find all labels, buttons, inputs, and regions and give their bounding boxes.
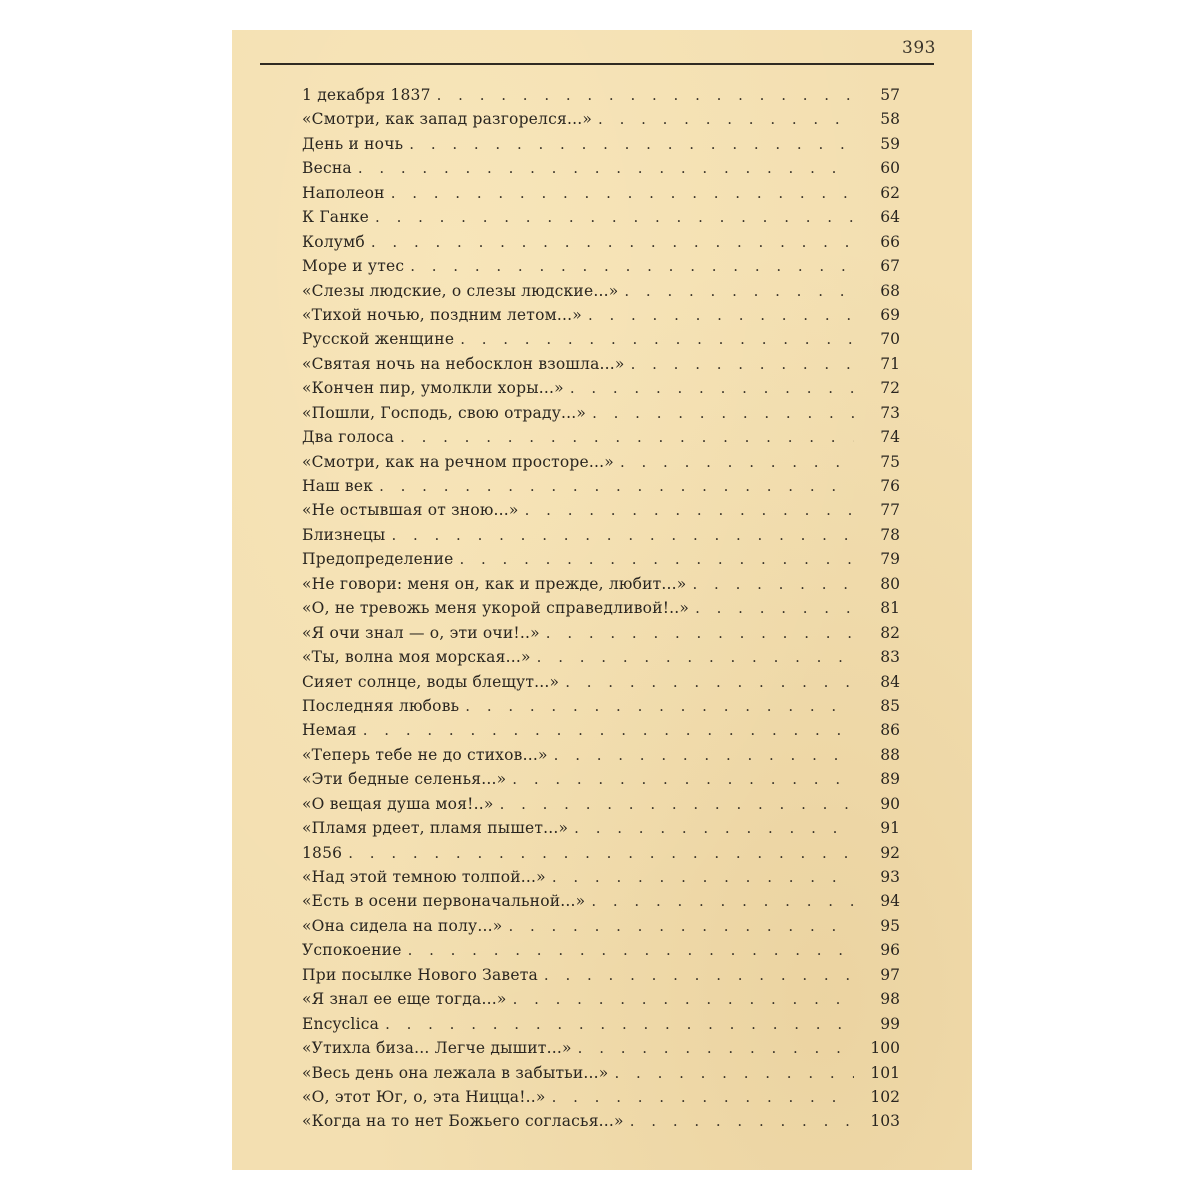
toc-entry [302, 233, 900, 257]
toc-entry [302, 917, 900, 941]
dot-leader [508, 917, 854, 935]
toc-entry-title: Сияет солнце, воды блещут...» [302, 672, 560, 691]
toc-entry-title: «Смотри, как запад разгорелся...» [302, 110, 593, 129]
toc-entry-title: При посылке Нового Завета [302, 965, 538, 984]
dot-leader [409, 135, 854, 153]
dot-leader [358, 159, 854, 177]
header-rule [260, 63, 934, 65]
dot-leader [630, 1112, 854, 1130]
toc-entry-page: 98 [880, 990, 900, 1009]
dot-leader [570, 379, 854, 397]
toc-entry-page: 68 [880, 281, 900, 300]
dot-leader [552, 1088, 854, 1106]
dot-leader [465, 697, 854, 715]
toc-entry [302, 990, 900, 1014]
toc-entry-title: «Не остывшая от зною...» [302, 501, 519, 520]
toc-entry-page: 86 [880, 721, 900, 740]
dot-leader [363, 721, 854, 739]
toc-entry-page: 84 [880, 672, 900, 691]
toc-entry [302, 453, 900, 477]
toc-entry-page: 91 [880, 819, 900, 838]
toc-entry-title: «Над этой темною толпой...» [302, 868, 546, 886]
toc-entry [302, 257, 900, 281]
toc-entry-title: «Утихла биза... Легче дышит...» [302, 1039, 572, 1058]
toc-entry [302, 1039, 900, 1063]
toc-entry-title: Успокоение [302, 941, 402, 960]
toc-entry [302, 624, 900, 648]
toc-entry-page: 103 [870, 1112, 900, 1131]
dot-leader [459, 550, 854, 568]
dot-leader [391, 184, 854, 202]
book-page [232, 30, 972, 1170]
dot-leader [615, 1064, 855, 1082]
toc-entry-page: 82 [880, 623, 900, 642]
toc-entry [302, 526, 900, 550]
dot-leader [591, 892, 854, 910]
table-of-contents [302, 86, 900, 1137]
toc-entry [302, 575, 900, 599]
toc-entry-title: Encyclica [302, 1014, 380, 1033]
toc-entry [302, 159, 900, 183]
toc-entry-title: Немая [302, 721, 357, 740]
toc-entry [302, 648, 900, 672]
toc-entry [302, 428, 900, 452]
toc-entry-page: 99 [880, 1014, 900, 1033]
toc-entry [302, 941, 900, 965]
toc-entry-title: «Кончен пир, умолкли хоры...» [302, 379, 564, 398]
toc-entry-title: «О, не тревожь меня укорой справедливой!..» [302, 599, 690, 618]
toc-entry [302, 746, 900, 770]
toc-entry-page: 102 [870, 1087, 900, 1106]
toc-entry-page: 58 [880, 110, 900, 129]
toc-entry-title: Русской женщине [302, 330, 455, 349]
toc-entry [302, 86, 900, 110]
toc-entry-page: 64 [880, 208, 900, 227]
toc-entry-title: «Пошли, Господь, свою отраду...» [302, 403, 587, 422]
toc-entry [302, 1088, 900, 1112]
toc-entry [302, 282, 900, 306]
toc-entry [302, 110, 900, 134]
toc-entry [302, 501, 900, 525]
toc-entry-title: 1856 [302, 843, 343, 862]
dot-leader [460, 330, 854, 348]
toc-entry-title: «Слезы людские, о слезы людские...» [302, 281, 619, 300]
dot-leader [578, 1039, 854, 1057]
toc-entry-title: Последняя любовь [302, 696, 460, 715]
toc-entry-title: «Я знал ее еще тогда...» [302, 990, 507, 1009]
toc-entry [302, 1064, 900, 1088]
toc-entry-page: 90 [880, 794, 900, 813]
toc-entry-title: Наш век [302, 477, 374, 495]
dot-leader [695, 599, 854, 617]
toc-entry-page: 70 [880, 330, 900, 349]
toc-entry [302, 330, 900, 354]
toc-entry-title: «Святая ночь на небосклон взошла...» [302, 354, 625, 373]
toc-entry-page: 67 [880, 257, 900, 276]
toc-entry-title: «Я очи знал — о, эти очи!..» [302, 623, 540, 642]
toc-entry-title: К Ганке [302, 208, 370, 227]
dot-leader [546, 624, 854, 642]
toc-entry-title: День и ночь [302, 134, 404, 153]
toc-entry-title: Близнецы [302, 525, 386, 544]
toc-entry [302, 819, 900, 843]
toc-entry-title: «О, этот Юг, о, эта Ницца!..» [302, 1087, 546, 1106]
dot-leader [574, 819, 854, 837]
toc-entry-title: «Теперь тебе не до стихов...» [302, 745, 548, 764]
page-number: 393 [902, 38, 936, 58]
toc-entry-page: 73 [880, 403, 900, 422]
toc-entry-title: «Смотри, как на речном просторе...» [302, 452, 614, 471]
toc-entry-title: «Когда на то нет Божьего согласья...» [302, 1112, 624, 1131]
dot-leader [624, 282, 854, 300]
toc-entry-title: Весна [302, 159, 352, 178]
toc-entry [302, 966, 900, 990]
dot-leader [598, 110, 854, 128]
toc-entry-title: Предопределение [302, 550, 454, 569]
dot-leader [400, 428, 854, 446]
toc-entry-title: Море и утес [302, 257, 405, 276]
dot-leader [512, 770, 854, 788]
toc-entry [302, 599, 900, 623]
toc-entry-title: Колумб [302, 232, 365, 251]
toc-entry-page: 94 [880, 892, 900, 911]
dot-leader [552, 868, 854, 886]
toc-entry-page: 62 [880, 183, 900, 202]
dot-leader [693, 575, 855, 593]
toc-entry [302, 1112, 900, 1136]
toc-entry-page: 100 [870, 1039, 900, 1058]
toc-entry-page: 88 [880, 745, 900, 764]
toc-entry [302, 208, 900, 232]
toc-entry-title: «Ты, волна моя морская...» [302, 648, 531, 667]
dot-leader [592, 404, 854, 422]
toc-entry-page: 80 [880, 574, 900, 593]
toc-entry-page: 101 [870, 1063, 900, 1082]
toc-entry-title: «Тихой ночью, поздним летом...» [302, 305, 582, 324]
toc-entry-title: 1 декабря 1837 [302, 86, 431, 104]
toc-entry [302, 770, 900, 794]
dot-leader [537, 648, 854, 666]
toc-entry-page: 60 [880, 159, 900, 178]
toc-entry-page: 89 [880, 770, 900, 789]
toc-entry-page: 74 [880, 428, 900, 447]
toc-entry-page: 96 [880, 941, 900, 960]
dot-leader [437, 86, 854, 104]
toc-entry-page: 76 [880, 477, 900, 495]
toc-entry [302, 355, 900, 379]
toc-entry-page: 69 [880, 305, 900, 324]
toc-entry [302, 477, 900, 501]
dot-leader [348, 844, 854, 862]
dot-leader [513, 990, 854, 1008]
dot-leader [554, 746, 854, 764]
dot-leader [620, 453, 854, 471]
toc-entry-page: 79 [880, 550, 900, 569]
toc-entry-title: «Весь день она лежала в забытьи...» [302, 1063, 609, 1082]
toc-entry [302, 721, 900, 745]
toc-entry-title: «Есть в осени первоначальной...» [302, 892, 586, 911]
dot-leader [565, 673, 854, 691]
dot-leader [375, 208, 854, 226]
dot-leader [391, 526, 854, 544]
dot-leader [631, 355, 854, 373]
toc-entry-page: 59 [880, 134, 900, 153]
dot-leader [408, 941, 854, 959]
toc-entry [302, 697, 900, 721]
toc-entry-page: 72 [880, 379, 900, 398]
toc-entry [302, 892, 900, 916]
toc-entry-title: «О вещая душа моя!..» [302, 794, 494, 813]
toc-entry [302, 184, 900, 208]
toc-entry-title: «Она сидела на полу...» [302, 916, 503, 935]
dot-leader [500, 795, 854, 813]
toc-entry [302, 795, 900, 819]
toc-entry [302, 868, 900, 892]
toc-entry [302, 1015, 900, 1039]
toc-entry [302, 550, 900, 574]
toc-entry [302, 306, 900, 330]
toc-entry-title: «Не говори: меня он, как и прежде, любит...» [302, 574, 687, 593]
dot-leader [385, 1015, 854, 1033]
toc-entry-page: 85 [880, 696, 900, 715]
toc-entry-page: 92 [880, 843, 900, 862]
toc-entry-page: 78 [880, 525, 900, 544]
toc-entry-title: Два голоса [302, 428, 395, 447]
toc-entry-page: 71 [880, 354, 900, 373]
toc-entry-page: 66 [880, 232, 900, 251]
toc-entry-page: 95 [880, 916, 900, 935]
toc-entry-page: 57 [880, 86, 900, 104]
toc-entry [302, 379, 900, 403]
toc-entry-title: «Пламя рдеет, пламя пышет...» [302, 819, 569, 838]
dot-leader [588, 306, 854, 324]
toc-entry-page: 81 [880, 599, 900, 618]
toc-entry-title: Наполеон [302, 183, 385, 202]
dot-leader [525, 501, 854, 519]
toc-entry-page: 83 [880, 648, 900, 667]
toc-entry [302, 844, 900, 868]
toc-entry [302, 673, 900, 697]
dot-leader [379, 477, 854, 495]
dot-leader [371, 233, 854, 251]
toc-entry-page: 97 [880, 965, 900, 984]
toc-entry-page: 75 [880, 452, 900, 471]
toc-entry [302, 404, 900, 428]
toc-entry-title: «Эти бедные селенья...» [302, 770, 507, 789]
toc-entry-page: 77 [880, 501, 900, 520]
dot-leader [544, 966, 854, 984]
toc-entry [302, 135, 900, 159]
dot-leader [410, 257, 854, 275]
toc-entry-page: 93 [880, 868, 900, 886]
